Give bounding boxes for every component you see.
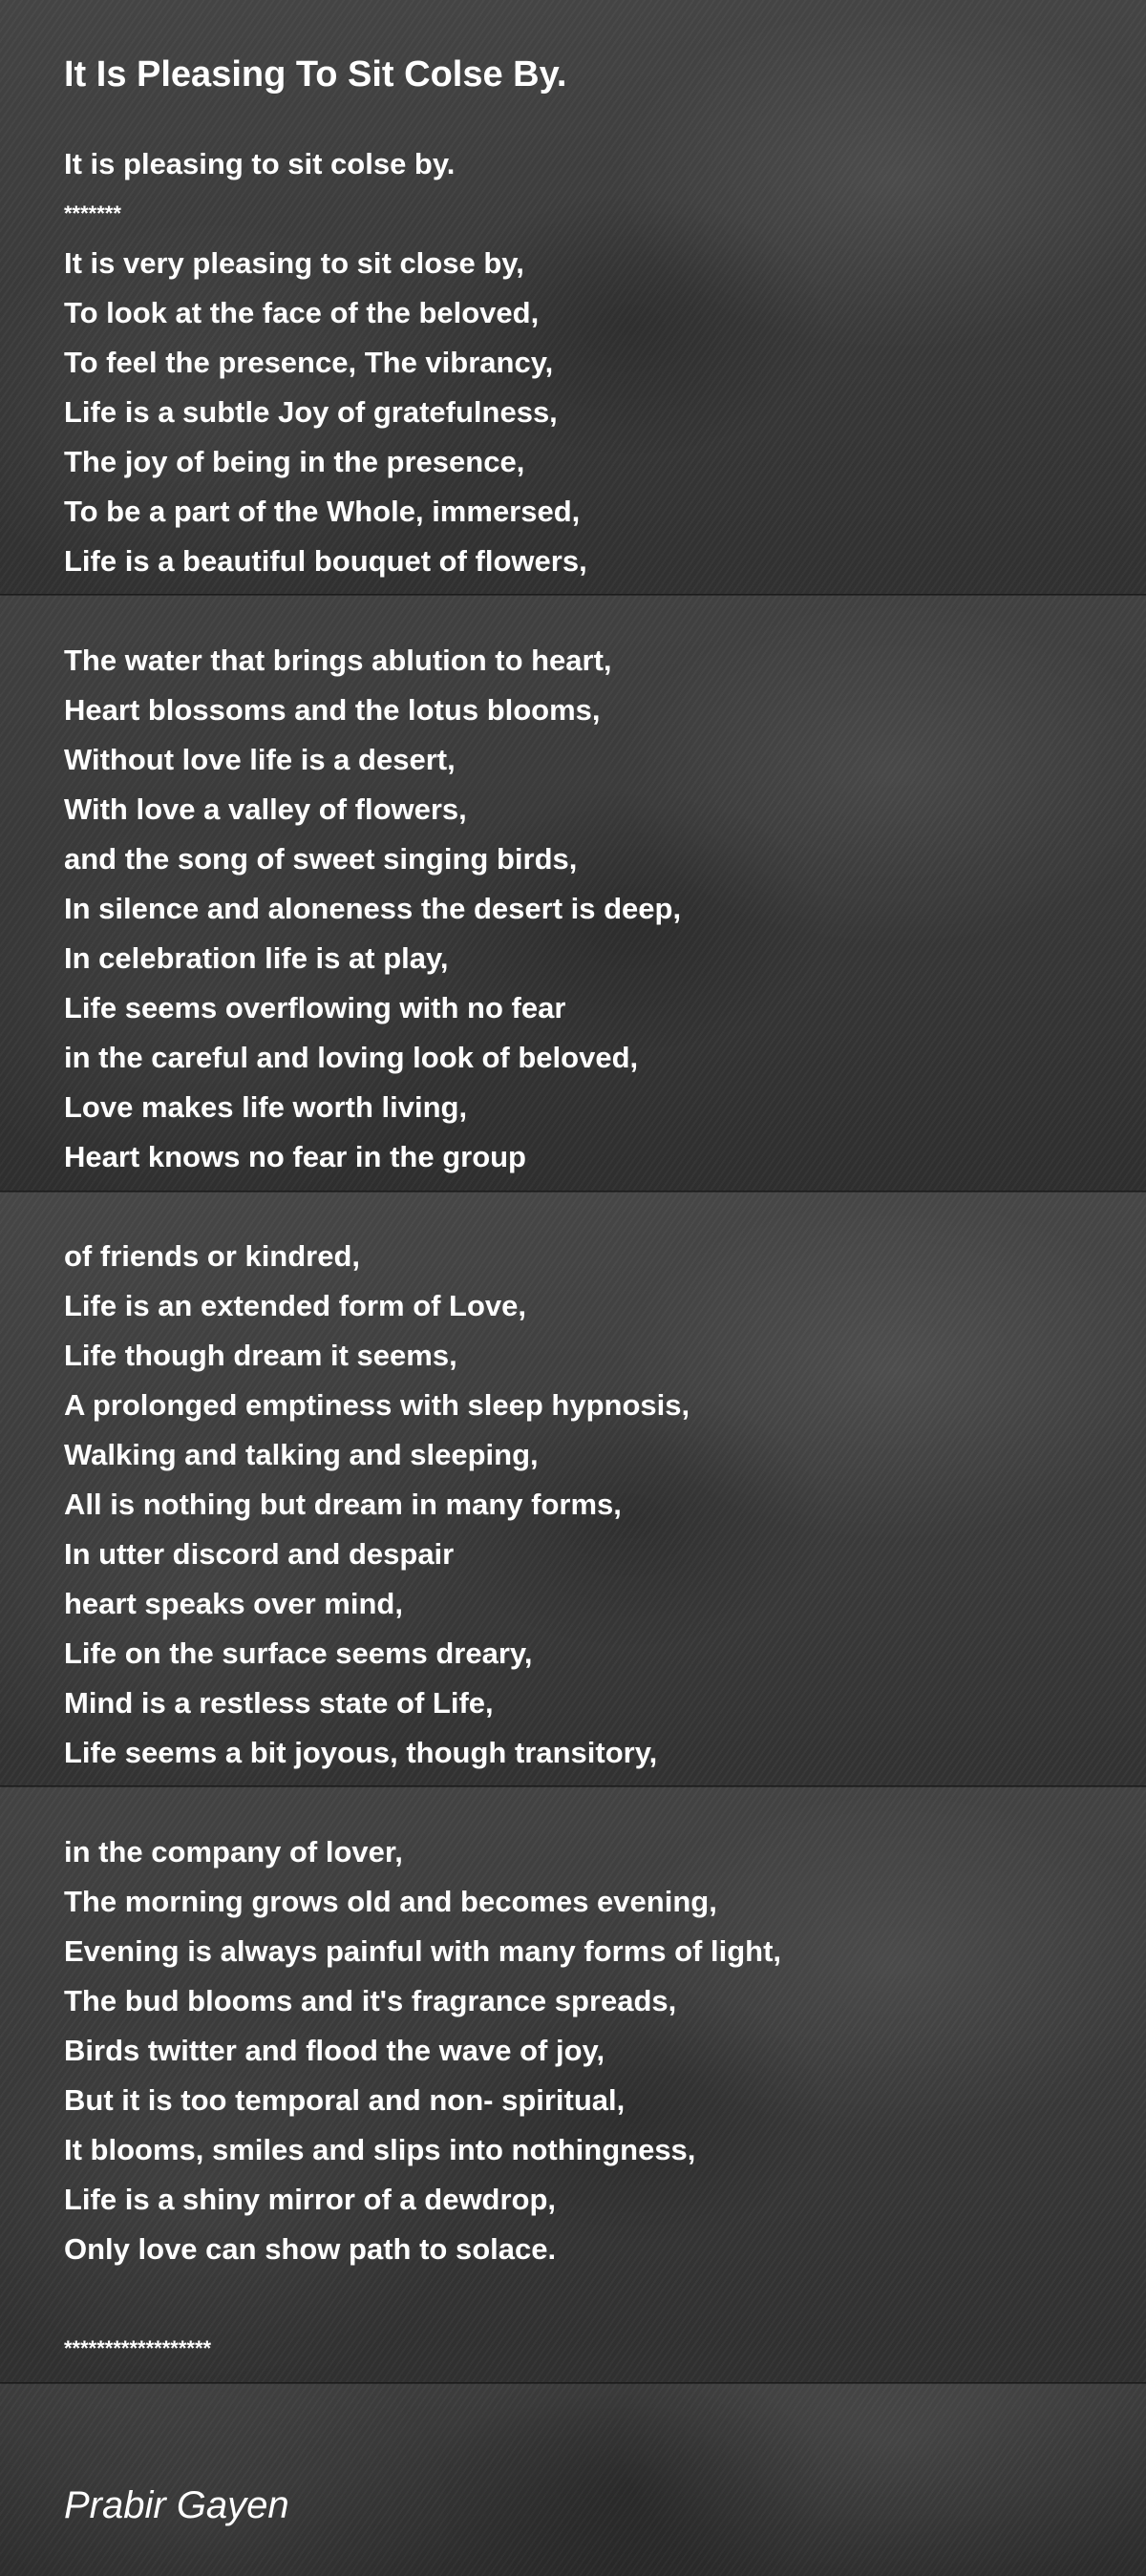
poem-line: In celebration life is at play, [64,941,449,975]
poem-line: in the company of lover, [64,1835,403,1869]
poem-line: Evening is always painful with many forms of light, [64,1934,782,1968]
poem-line: To be a part of the Whole, immersed, [64,495,581,528]
poem-line: It is very pleasing to sit close by, [64,246,524,280]
poem-body [64,139,1114,2374]
poem-line: Love makes life worth living, [64,1090,468,1124]
poem-line: It is pleasing to sit colse by. [64,147,456,180]
poem-line: With love a valley of flowers, [64,792,467,826]
poem-line: The morning grows old and becomes evening, [64,1885,717,1918]
poem-line: Birds twitter and flood the wave of joy, [64,2034,605,2067]
poem-line: But it is too temporal and non- spiritual, [64,2083,626,2117]
poem-line [64,2274,1114,2324]
poem-line: The joy of being in the presence, [64,445,525,478]
poem-line [64,1778,1114,1827]
poem-line: All is nothing but dream in many forms, [64,1488,622,1521]
poem-line: A prolonged emptiness with sleep hypnosis, [64,1388,690,1422]
panel-divider [0,2382,1146,2384]
poem-line [64,1182,1114,1232]
poem-line: Life seems overflowing with no fear [64,991,566,1024]
poem-line: The water that brings ablution to heart, [64,644,612,677]
poem-line: Life is a subtle Joy of gratefulness, [64,395,558,429]
poem-line: Heart blossoms and the lotus blooms, [64,693,601,727]
poem-line: ****************** [64,2336,212,2360]
poem-line: of friends or kindred, [64,1239,361,1273]
poem-title: It Is Pleasing To Sit Colse By. [64,54,567,95]
poem-line: ******* [64,201,121,225]
poem-line: Life is a beautiful bouquet of flowers, [64,544,587,578]
poem-line: To look at the face of the beloved, [64,296,540,329]
poem-line: Heart knows no fear in the group [64,1140,526,1173]
poem-line: and the song of sweet singing birds, [64,842,578,876]
poem-line: To feel the presence, The vibrancy, [64,346,554,379]
poem-line: heart speaks over mind, [64,1587,403,1620]
poem-line [64,586,1114,636]
poem-line: Mind is a restless state of Life, [64,1686,494,1720]
poem-line: Life seems a bit joyous, though transitory, [64,1736,658,1769]
poem-line: Life is a shiny mirror of a dewdrop, [64,2183,557,2216]
poem-line: in the careful and loving look of beloved, [64,1041,639,1074]
poem-line: Life though dream it seems, [64,1339,457,1372]
poem-line: Life on the surface seems dreary, [64,1636,533,1670]
poem-author: Prabir Gayen [64,2484,289,2526]
poem-line: Only love can show path to solace. [64,2232,557,2266]
poem-line: Life is an extended form of Love, [64,1289,527,1322]
poem-line: The bud blooms and it's fragrance spreads, [64,1984,677,2017]
poem-line: Walking and talking and sleeping, [64,1438,539,1471]
poem-line: In silence and aloneness the desert is deep, [64,892,682,925]
poem-line: Without love life is a desert, [64,743,456,776]
poem-line: It blooms, smiles and slips into nothingness, [64,2133,696,2166]
poem-line: In utter discord and despair [64,1537,455,1571]
